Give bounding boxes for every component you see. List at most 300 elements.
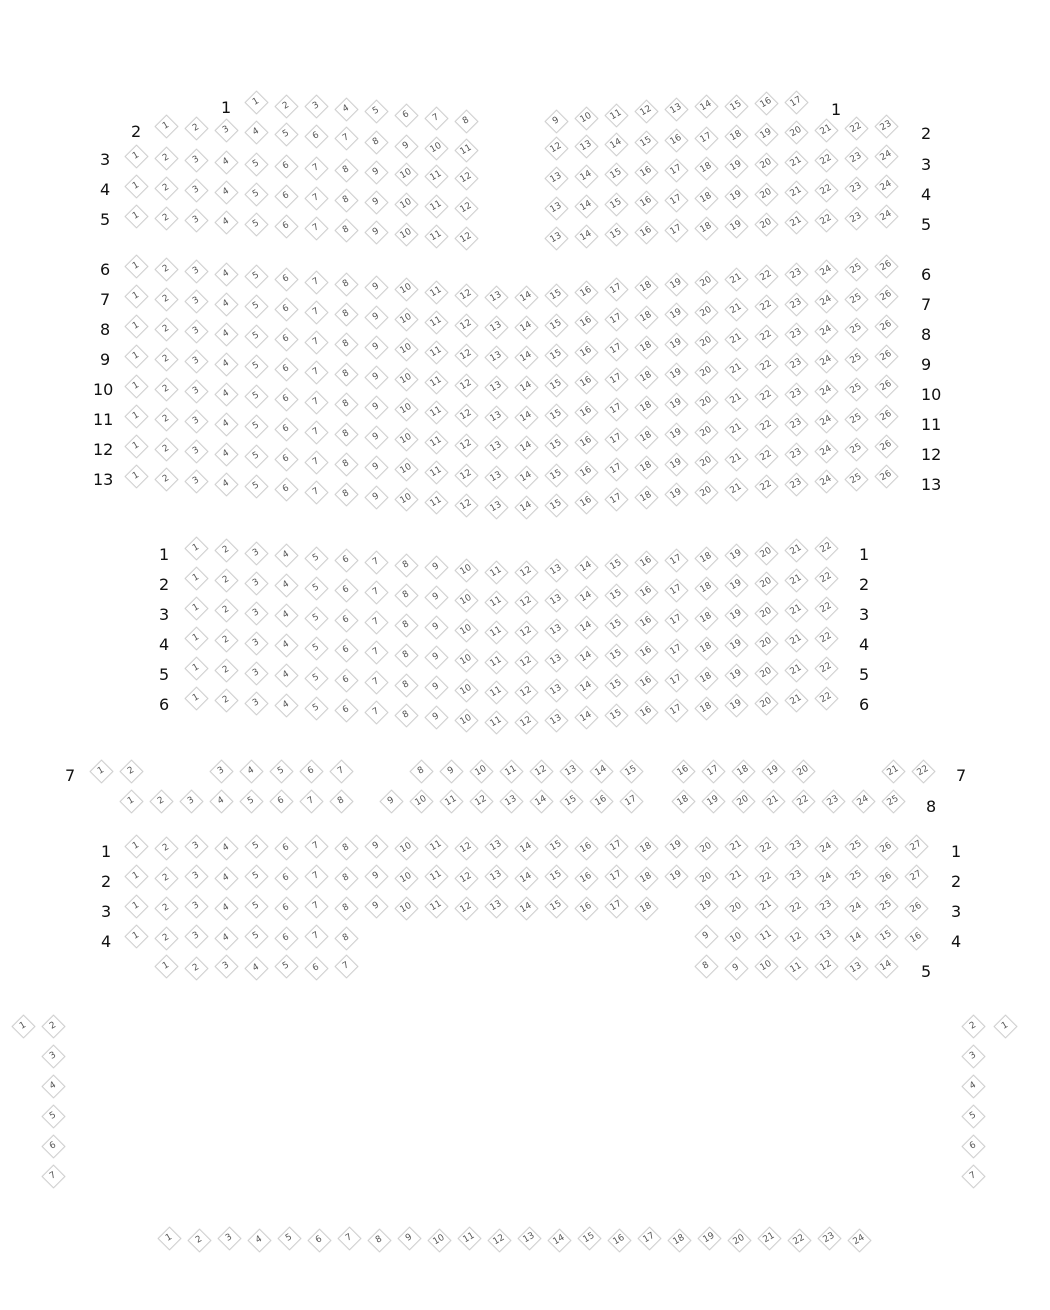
seat[interactable] [604,703,628,727]
seat[interactable] [424,460,448,484]
seat[interactable] [454,166,478,190]
seat[interactable] [814,954,838,978]
seat[interactable] [484,894,508,918]
seat[interactable] [307,1228,331,1252]
seat[interactable] [754,152,778,176]
seat[interactable] [544,343,568,367]
seat[interactable] [394,307,418,331]
seat[interactable] [814,924,838,948]
seat[interactable] [154,926,178,950]
seat[interactable] [574,280,598,304]
seat[interactable] [187,1228,211,1252]
seat[interactable] [154,146,178,170]
seat[interactable] [454,618,478,642]
seat[interactable] [724,447,748,471]
seat[interactable] [634,836,658,860]
seat[interactable] [214,836,238,860]
seat[interactable] [454,138,478,162]
seat[interactable] [214,688,238,712]
seat[interactable] [41,1134,65,1158]
seat[interactable] [364,275,388,299]
seat[interactable] [574,555,598,579]
seat[interactable] [604,457,628,481]
seat[interactable] [124,314,148,338]
seat[interactable] [724,573,748,597]
seat[interactable] [304,636,328,660]
seat[interactable] [514,590,538,614]
seat[interactable] [424,705,448,729]
seat[interactable] [961,1104,985,1128]
seat[interactable] [844,437,868,461]
seat[interactable] [874,144,898,168]
seat[interactable] [664,272,688,296]
seat[interactable] [694,126,718,150]
seat[interactable] [424,894,448,918]
seat[interactable] [574,370,598,394]
seat[interactable] [784,688,808,712]
seat[interactable] [41,1104,65,1128]
seat[interactable] [544,894,568,918]
seat[interactable] [364,160,388,184]
seat[interactable] [484,495,508,519]
seat[interactable] [304,956,328,980]
seat[interactable] [274,297,298,321]
seat[interactable] [424,224,448,248]
seat[interactable] [184,409,208,433]
seat[interactable] [604,277,628,301]
seat[interactable] [484,375,508,399]
seat[interactable] [784,598,808,622]
seat[interactable] [424,490,448,514]
seat[interactable] [274,926,298,950]
seat[interactable] [619,789,643,813]
seat[interactable] [154,206,178,230]
seat[interactable] [664,668,688,692]
seat[interactable] [454,283,478,307]
seat[interactable] [424,585,448,609]
seat[interactable] [544,864,568,888]
seat[interactable] [274,417,298,441]
seat[interactable] [634,610,658,634]
seat[interactable] [274,573,298,597]
seat[interactable] [154,347,178,371]
seat[interactable] [754,836,778,860]
seat[interactable] [364,395,388,419]
seat[interactable] [724,956,748,980]
seat[interactable] [179,789,203,813]
seat[interactable] [334,218,358,242]
seat[interactable] [214,352,238,376]
seat[interactable] [184,956,208,980]
seat[interactable] [874,434,898,458]
seat[interactable] [124,864,148,888]
seat[interactable] [394,613,418,637]
seat[interactable] [754,212,778,236]
seat[interactable] [439,789,463,813]
seat[interactable] [604,894,628,918]
seat[interactable] [334,272,358,296]
seat[interactable] [791,789,815,813]
seat[interactable] [634,99,658,123]
seat[interactable] [394,553,418,577]
seat[interactable] [574,340,598,364]
seat[interactable] [394,866,418,890]
seat[interactable] [784,210,808,234]
seat[interactable] [124,834,148,858]
seat[interactable] [154,176,178,200]
seat[interactable] [484,864,508,888]
seat[interactable] [604,132,628,156]
seat[interactable] [961,1014,985,1038]
seat[interactable] [754,182,778,206]
seat[interactable] [304,300,328,324]
seat[interactable] [119,789,143,813]
seat[interactable] [694,300,718,324]
seat[interactable] [244,414,268,438]
seat[interactable] [184,596,208,620]
seat[interactable] [724,834,748,858]
seat[interactable] [604,487,628,511]
seat[interactable] [154,317,178,341]
seat[interactable] [604,367,628,391]
seat[interactable] [334,548,358,572]
seat[interactable] [454,226,478,250]
seat[interactable] [664,332,688,356]
seat[interactable] [604,192,628,216]
seat[interactable] [247,1228,271,1252]
seat[interactable] [694,836,718,860]
seat[interactable] [514,405,538,429]
seat[interactable] [514,435,538,459]
seat[interactable] [694,94,718,118]
seat[interactable] [607,1228,631,1252]
seat[interactable] [274,543,298,567]
seat[interactable] [694,450,718,474]
seat[interactable] [961,1074,985,1098]
seat[interactable] [784,926,808,950]
seat[interactable] [784,896,808,920]
seat[interactable] [214,180,238,204]
seat[interactable] [754,894,778,918]
seat[interactable] [424,555,448,579]
seat[interactable] [214,322,238,346]
seat[interactable] [754,541,778,565]
seat[interactable] [544,678,568,702]
seat[interactable] [694,606,718,630]
seat[interactable] [701,759,725,783]
seat[interactable] [244,864,268,888]
seat[interactable] [724,214,748,238]
seat[interactable] [814,259,838,283]
seat[interactable] [274,663,298,687]
seat[interactable] [424,106,448,130]
seat[interactable] [304,420,328,444]
seat[interactable] [214,382,238,406]
seat[interactable] [514,620,538,644]
seat[interactable] [274,267,298,291]
seat[interactable] [694,576,718,600]
seat[interactable] [424,370,448,394]
seat[interactable] [244,384,268,408]
seat[interactable] [184,864,208,888]
seat[interactable] [874,344,898,368]
seat[interactable] [364,305,388,329]
seat[interactable] [424,645,448,669]
seat[interactable] [244,182,268,206]
seat[interactable] [394,643,418,667]
seat[interactable] [754,354,778,378]
seat[interactable] [844,407,868,431]
seat[interactable] [634,425,658,449]
seat[interactable] [454,196,478,220]
seat[interactable] [304,864,328,888]
seat[interactable] [409,789,433,813]
seat[interactable] [754,691,778,715]
seat[interactable] [694,894,718,918]
seat[interactable] [574,224,598,248]
seat[interactable] [469,789,493,813]
seat[interactable] [394,192,418,216]
seat[interactable] [364,190,388,214]
seat[interactable] [484,680,508,704]
seat[interactable] [574,400,598,424]
seat[interactable] [334,392,358,416]
seat[interactable] [124,464,148,488]
seat[interactable] [874,954,898,978]
seat[interactable] [274,214,298,238]
seat[interactable] [304,480,328,504]
seat[interactable] [154,407,178,431]
seat[interactable] [184,626,208,650]
seat[interactable] [694,270,718,294]
seat[interactable] [874,314,898,338]
seat[interactable] [154,836,178,860]
seat[interactable] [274,184,298,208]
seat[interactable] [844,317,868,341]
seat[interactable] [304,666,328,690]
seat[interactable] [881,789,905,813]
seat[interactable] [274,836,298,860]
seat[interactable] [334,452,358,476]
seat[interactable] [754,631,778,655]
seat[interactable] [334,332,358,356]
seat[interactable] [791,759,815,783]
seat[interactable] [487,1228,511,1252]
seat[interactable] [874,174,898,198]
seat[interactable] [274,896,298,920]
seat[interactable] [754,264,778,288]
seat[interactable] [694,546,718,570]
seat[interactable] [304,156,328,180]
seat[interactable] [904,896,928,920]
seat[interactable] [364,99,388,123]
seat[interactable] [634,220,658,244]
seat[interactable] [239,789,263,813]
seat[interactable] [814,536,838,560]
seat[interactable] [784,956,808,980]
seat[interactable] [904,926,928,950]
seat[interactable] [124,204,148,228]
seat[interactable] [784,90,808,114]
seat[interactable] [754,661,778,685]
seat[interactable] [424,430,448,454]
seat[interactable] [484,620,508,644]
seat[interactable] [784,352,808,376]
seat[interactable] [214,412,238,436]
seat[interactable] [214,538,238,562]
seat[interactable] [394,896,418,920]
seat[interactable] [149,789,173,813]
seat[interactable] [244,924,268,948]
seat[interactable] [274,447,298,471]
seat[interactable] [637,1226,661,1250]
seat[interactable] [364,864,388,888]
seat[interactable] [244,571,268,595]
seat[interactable] [334,302,358,326]
seat[interactable] [993,1014,1017,1038]
seat[interactable] [469,759,493,783]
seat[interactable] [274,693,298,717]
seat[interactable] [694,216,718,240]
seat[interactable] [544,196,568,220]
seat[interactable] [184,924,208,948]
seat[interactable] [154,257,178,281]
seat[interactable] [184,656,208,680]
seat[interactable] [394,367,418,391]
seat[interactable] [544,618,568,642]
seat[interactable] [154,866,178,890]
seat[interactable] [814,439,838,463]
seat[interactable] [119,759,143,783]
seat[interactable] [454,588,478,612]
seat[interactable] [604,643,628,667]
seat[interactable] [334,896,358,920]
seat[interactable] [514,315,538,339]
seat[interactable] [214,262,238,286]
seat[interactable] [574,896,598,920]
seat[interactable] [754,474,778,498]
seat[interactable] [454,836,478,860]
seat[interactable] [724,926,748,950]
seat[interactable] [544,373,568,397]
seat[interactable] [724,896,748,920]
seat[interactable] [544,463,568,487]
seat[interactable] [499,789,523,813]
seat[interactable] [904,864,928,888]
seat[interactable] [184,834,208,858]
seat[interactable] [604,307,628,331]
seat[interactable] [844,146,868,170]
seat[interactable] [394,397,418,421]
seat[interactable] [694,186,718,210]
seat[interactable] [544,433,568,457]
seat[interactable] [604,397,628,421]
seat[interactable] [124,144,148,168]
seat[interactable] [664,608,688,632]
seat[interactable] [124,924,148,948]
seat[interactable] [454,433,478,457]
seat[interactable] [754,601,778,625]
seat[interactable] [364,580,388,604]
seat[interactable] [274,122,298,146]
seat[interactable] [814,379,838,403]
seat[interactable] [604,553,628,577]
seat[interactable] [664,128,688,152]
seat[interactable] [124,284,148,308]
seat[interactable] [724,184,748,208]
seat[interactable] [299,759,323,783]
seat[interactable] [337,1226,361,1250]
seat[interactable] [274,94,298,118]
seat[interactable] [154,896,178,920]
seat[interactable] [364,365,388,389]
seat[interactable] [217,1226,241,1250]
seat[interactable] [364,894,388,918]
seat[interactable] [304,330,328,354]
seat[interactable] [874,284,898,308]
seat[interactable] [544,493,568,517]
seat[interactable] [874,374,898,398]
seat[interactable] [589,789,613,813]
seat[interactable] [184,148,208,172]
seat[interactable] [694,390,718,414]
seat[interactable] [124,374,148,398]
seat[interactable] [544,283,568,307]
seat[interactable] [514,650,538,674]
seat[interactable] [394,427,418,451]
seat[interactable] [11,1014,35,1038]
seat[interactable] [239,759,263,783]
seat[interactable] [214,954,238,978]
seat[interactable] [634,395,658,419]
seat[interactable] [574,645,598,669]
seat[interactable] [731,789,755,813]
seat[interactable] [214,442,238,466]
seat[interactable] [244,661,268,685]
seat[interactable] [814,469,838,493]
seat[interactable] [244,324,268,348]
seat[interactable] [574,164,598,188]
seat[interactable] [694,696,718,720]
seat[interactable] [124,404,148,428]
seat[interactable] [664,362,688,386]
seat[interactable] [814,349,838,373]
seat[interactable] [184,349,208,373]
seat[interactable] [329,789,353,813]
seat[interactable] [814,289,838,313]
seat[interactable] [274,866,298,890]
seat[interactable] [244,264,268,288]
seat[interactable] [754,866,778,890]
seat[interactable] [514,866,538,890]
seat[interactable] [424,280,448,304]
seat[interactable] [724,477,748,501]
seat[interactable] [334,482,358,506]
seat[interactable] [844,467,868,491]
seat[interactable] [814,409,838,433]
seat[interactable] [244,120,268,144]
seat[interactable] [851,789,875,813]
seat[interactable] [634,305,658,329]
seat[interactable] [304,216,328,240]
seat[interactable] [724,633,748,657]
seat[interactable] [244,212,268,236]
seat[interactable] [814,208,838,232]
seat[interactable] [154,954,178,978]
seat[interactable] [664,302,688,326]
seat[interactable] [484,345,508,369]
seat[interactable] [724,327,748,351]
